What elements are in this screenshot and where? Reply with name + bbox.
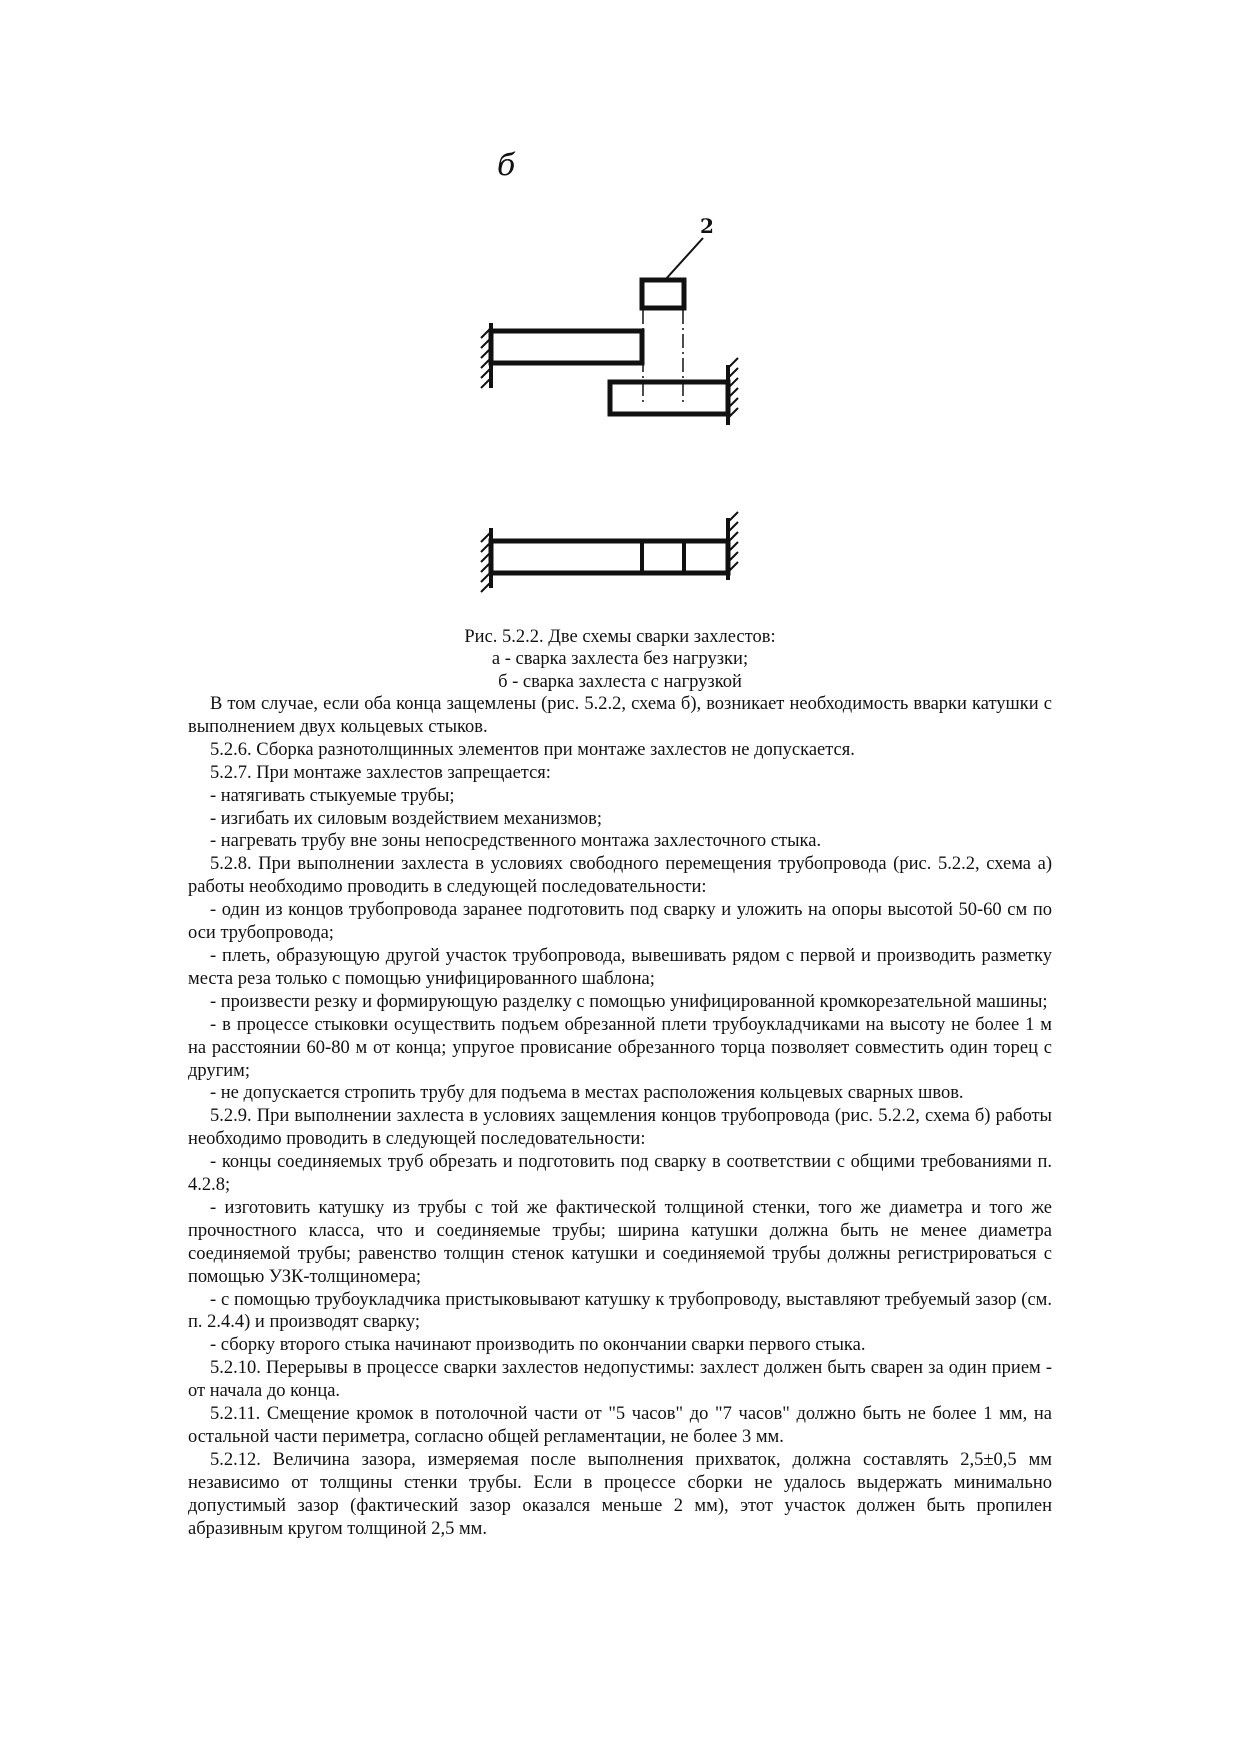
scheme-b-drawing [497,140,780,610]
spool-piece [642,280,684,308]
lower-pipe [610,382,728,414]
assembled-pipeline [491,541,728,573]
list-item: - нагревать трубу вне зоны непосредственного монтажа захлесточного стыка. [210,831,822,852]
paragraph: 5.2.6. Сборка разнотолщинных элементов при монтаже захлестов не допускается. [210,739,855,760]
paragraph: 5.2.10. Перерывы в процессе сварки захлестов недопустимы: захлест должен быть сварен за один прием - от начала до конца. [188,1358,1052,1402]
callout-number: 2 [700,214,714,238]
list-item: - с помощью трубоукладчика пристыковывают катушку к трубопроводу, выставляют требуемый зазор (см. п. 2.4.4) и производят сварку; [188,1289,1052,1333]
paragraph: 5.2.9. При выполнении захлеста в условиях защемления концов трубопровода (рис. 5.2.2, схема б) работы необходимо проводить в следующей последовательности: [188,1106,1052,1150]
paragraph: 5.2.12. Величина зазора, измеряемая после выполнения прихваток, должна составлять 2,5±0,5 мм независимо от толщины стенки трубы. Если в процессе сборки не удалось выдержать минимально допустимый зазор (фактический зазор оказался меньше 2 мм), этот участок должен быть пропилен абразивным кругом толщиной 2,5 мм. [188,1449,1052,1539]
list-item: - плеть, образующую другой участок трубопровода, вывешивать рядом с первой и производить разметку места реза только с помощью унифицированного шаблона; [188,945,1052,989]
list-item: - изготовить катушку из трубы с той же фактической толщиной стенки, того же диаметра и того же прочностного класса, что и соединяемые трубы; ширина катушки должна быть не менее диаметра соединяемой трубы; равенство толщин стенок катушки и соединяемой трубы должны регистрироваться с помощью УЗК-толщиномера; [188,1197,1052,1287]
figure-caption [190,626,1050,693]
paragraph: 5.2.8. При выполнении захлеста в условиях свободного перемещения трубопровода (рис. 5.2.2, схема а) работы необходимо проводить в следующей последовательности: [188,854,1052,898]
list-item: - натягивать стыкуемые трубы; [210,785,455,806]
caption-line-a: а - сварка захлеста без нагрузки; [491,649,749,670]
paragraph: 5.2.11. Смещение кромок в потолочной части от "5 часов" до "7 часов" должно быть не более 1 мм, на остальной части периметра, согласно общей регламентации, не более 3 мм. [188,1404,1052,1447]
caption-line-b: б - сварка захлеста с нагрузкой [498,671,742,692]
list-item: - изгибать их силовым воздействием механизмов; [210,808,603,829]
body-text [188,693,1052,1541]
list-item: - концы соединяемых труб обрезать и подготовить под сварку в соответствии с общими требованиями п. 4.2.8; [188,1152,1052,1196]
caption-title: Рис. 5.2.2. Две схемы сварки захлестов: [464,627,776,647]
callout-leader-line [665,238,703,280]
paragraph: 5.2.7. При монтаже захлестов запрещается: [210,762,551,783]
list-item: - произвести резку и формирующую разделку с помощью унифицированной кромкорезательной машины; [210,991,1048,1012]
list-item: - в процессе стыковки осуществить подъем обрезанной плети трубоукладчиками на высоту не более 1 м на расстоянии 60-80 м от конца; упругое провисание обрезанного торца позволяет совместить один торец с другим; [188,1014,1052,1081]
upper-pipe [491,331,642,363]
list-item: - один из концов трубопровода заранее подготовить под сварку и уложить на опоры высотой 50-60 см по оси трубопровода; [188,900,1052,944]
paragraph: В том случае, если оба конца защемлены (рис. 5.2.2, схема б), возникает необходимость вварки катушки с выполнением двух кольцевых стыков. [188,694,1052,737]
list-item: - не допускается стропить трубу для подъема в местах расположения кольцевых сварных швов. [210,1083,964,1104]
list-item: - сборку второго стыка начинают производить по окончании сварки первого стыка. [210,1335,866,1356]
figure-label: б [497,148,516,183]
welding-scheme-figure [497,140,780,610]
